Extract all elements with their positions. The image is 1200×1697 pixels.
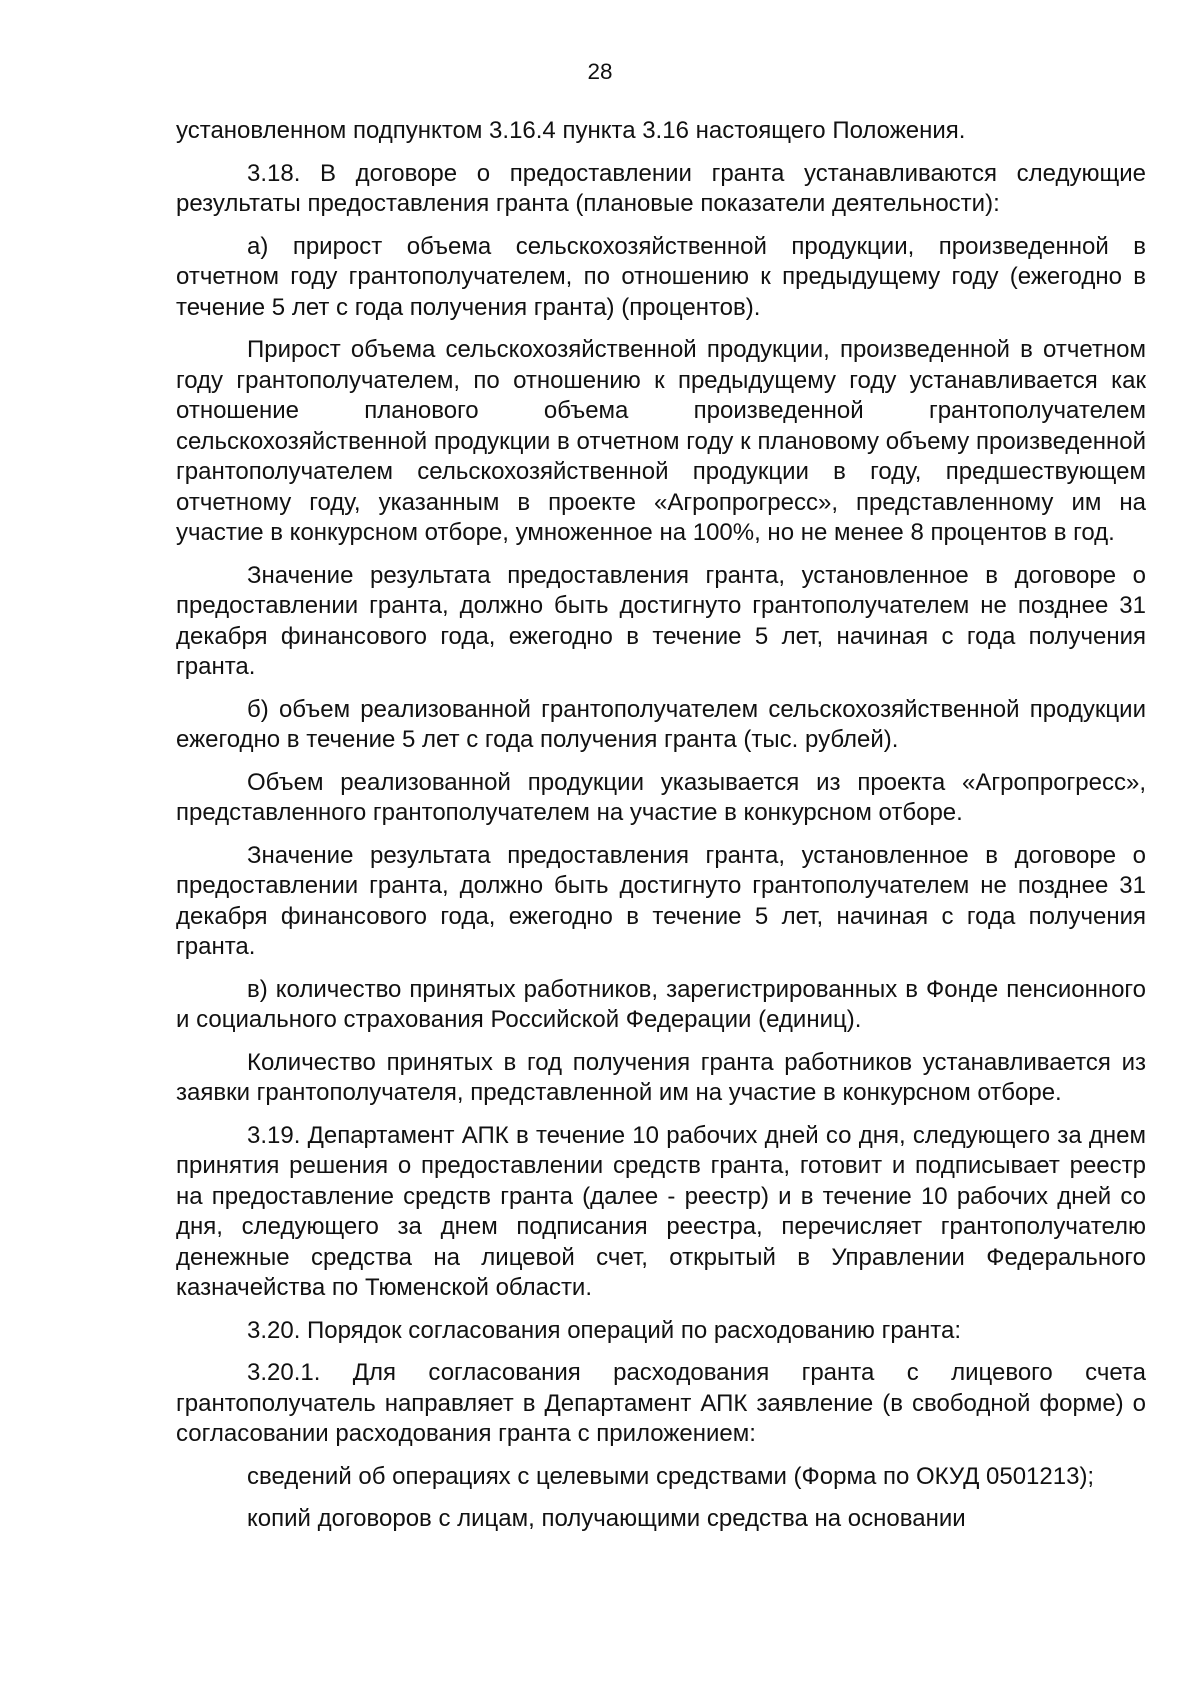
paragraph-sold-volume-source: Объем реализованной продукции указывается из проекта «Агропрогресс», представленного грантополучателем на участие в конкурсном отборе. <box>176 768 1146 826</box>
paragraph-3-20: 3.20. Порядок согласования операций по расходованию гранта: <box>247 1316 962 1344</box>
paragraph-item-v: в) количество принятых работников, зарегистрированных в Фонде пенсионного и социального страхования Российской Федерации (единиц). <box>176 975 1146 1033</box>
paragraph-item-a: а) прирост объема сельскохозяйственной продукции, произведенной в отчетном году грантополучателем, по отношению к предыдущему году (ежегодно в течение 5 лет с года получения гранта) (процентов). <box>176 232 1146 321</box>
paragraph-result-deadline-1: Значение результата предоставления гранта, установленное в договоре о предоставлении гранта, должно быть достигнуто грантополучателем не позднее 31 декабря финансового года, ежегодно в течение 5 лет, начиная с года получения гранта. <box>176 561 1146 680</box>
paragraph-continuation: установленном подпунктом 3.16.4 пункта 3.16 настоящего Положения. <box>176 117 966 144</box>
paragraph-employee-count-source: Количество принятых в год получения гранта работников устанавливается из заявки грантополучателя, представленной им на участие в конкурсном отборе. <box>176 1048 1146 1106</box>
paragraph-attachment-contracts: копий договоров с лицам, получающими средства на основании <box>247 1505 966 1532</box>
document-body <box>176 116 1146 1547</box>
paragraph-result-deadline-2: Значение результата предоставления гранта, установленное в договоре о предоставлении гранта, должно быть достигнуто грантополучателем не позднее 31 декабря финансового года, ежегодно в течение 5 лет, начиная с года получения гранта. <box>176 841 1146 960</box>
paragraph-3-18: 3.18. В договоре о предоставлении гранта устанавливаются следующие результаты предоставления гранта (плановые показатели деятельности): <box>176 159 1146 217</box>
paragraph-attachment-operations: сведений об операциях с целевыми средствами (Форма по ОКУД 0501213); <box>247 1462 1095 1490</box>
paragraph-3-19: 3.19. Департамент АПК в течение 10 рабочих дней со дня, следующего за днем принятия решения о предоставлении средств гранта, готовит и подписывает реестр на предоставление средств гранта (далее - реестр) и в течение 10 рабочих дней со дня, следующего за днем подписания реестра, перечисляет грантополучателю денежные средства на лицевой счет, открытый в Управлении Федерального казначейства по Тюменской области. <box>176 1121 1146 1301</box>
paragraph-3-20-1: 3.20.1. Для согласования расходования гранта с лицевого счета грантополучатель направляет в Департамент АПК заявление (в свободной форме) о согласовании расходования гранта с приложением: <box>176 1359 1146 1447</box>
page-number: 28 <box>587 59 613 84</box>
paragraph-item-b: б) объем реализованной грантополучателем сельскохозяйственной продукции ежегодно в течение 5 лет с года получения гранта (тыс. рублей). <box>176 695 1146 753</box>
paragraph-growth-definition: Прирост объема сельскохозяйственной продукции, произведенной в отчетном году грантополучателем, по отношению к предыдущему году устанавливается как отношение планового объема произведенной грантополучателем сельскохозяйственной продукции в отчетном году к плановому объему произведенной грантополучателем сельскохозяйственной продукции в году, предшествующем отчетному году, указанным в проекте «Агропрогресс», представленному им на участие в конкурсном отборе, умноженное на 100%, но не менее 8 процентов в год. <box>176 336 1146 546</box>
